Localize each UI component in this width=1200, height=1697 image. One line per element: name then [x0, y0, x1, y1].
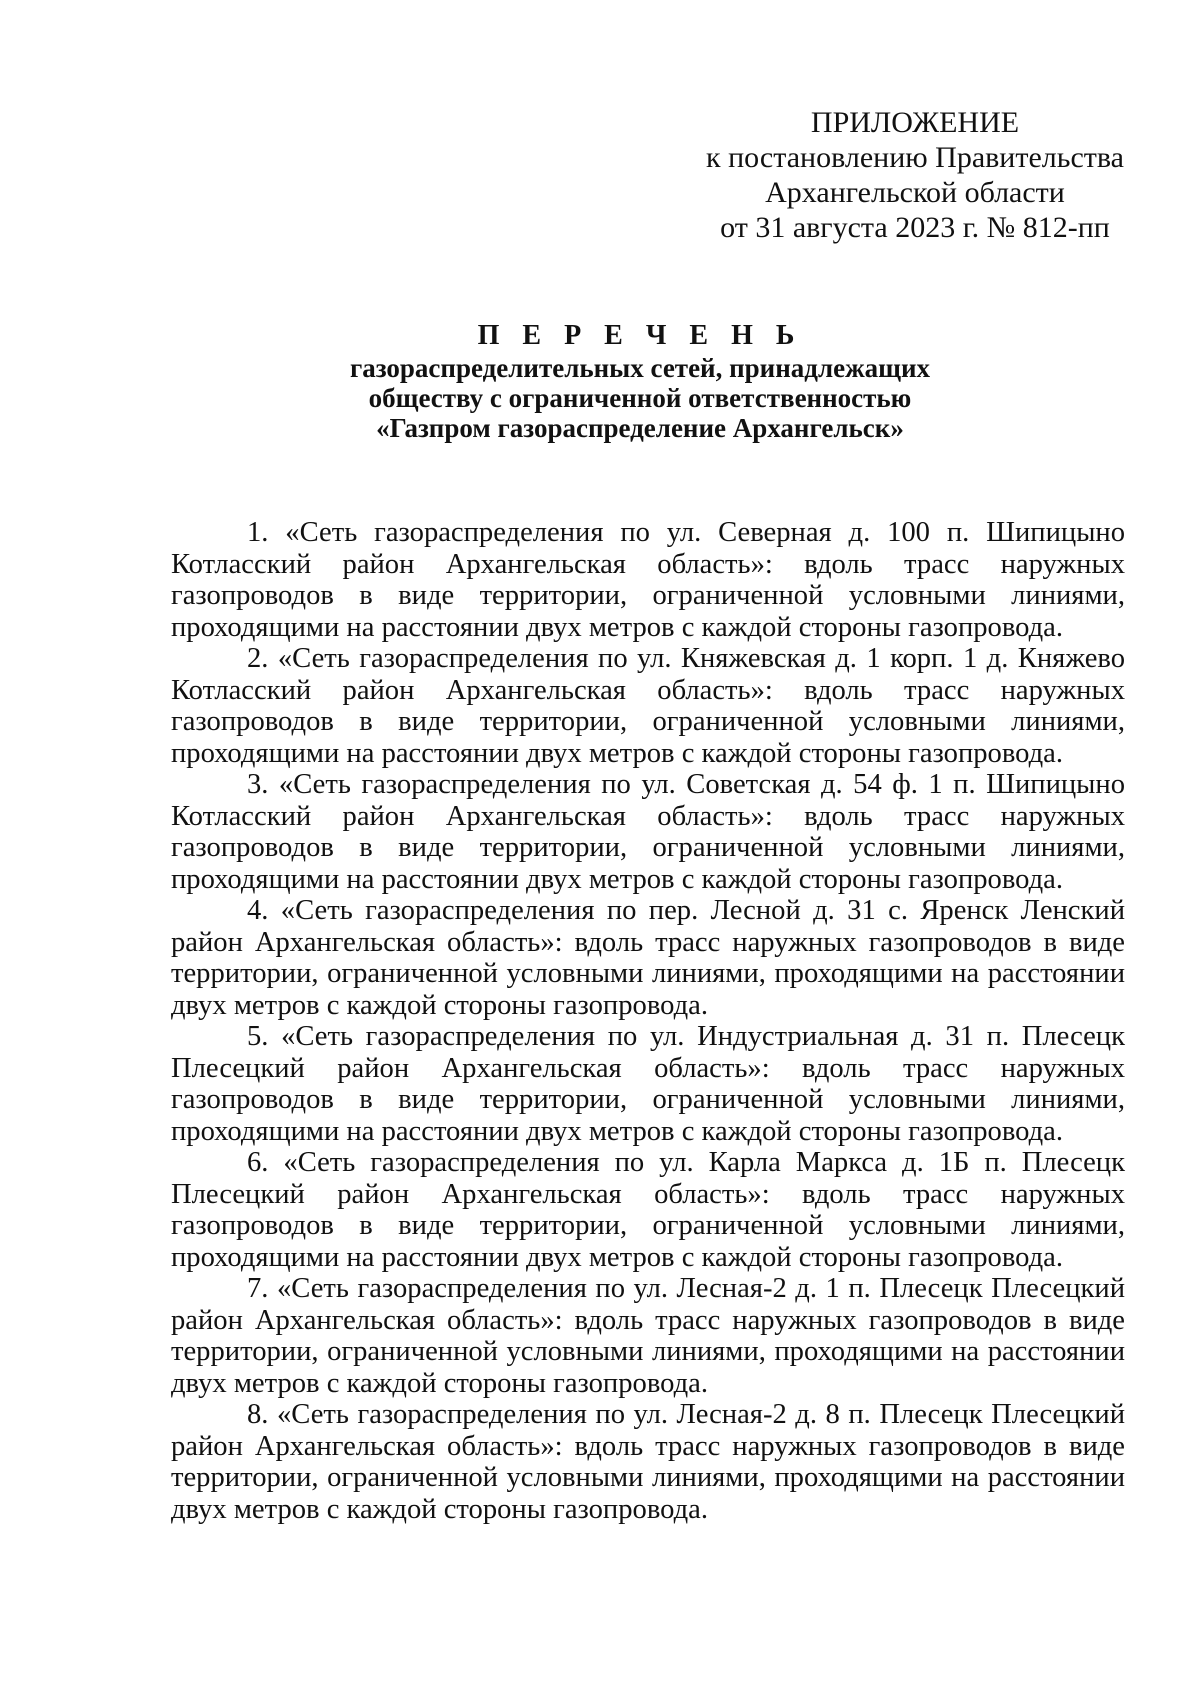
appendix-header: [690, 105, 1140, 245]
appendix-resolution-line: к постановлению Правительства: [706, 141, 1124, 174]
list-item: 3. «Сеть газораспределения по ул. Советская д. 54 ф. 1 п. Шипицыно Котласский район Архангельская область»: вдоль трасс наружных газопроводов в виде территории, ограниченной условными линиями, проходящими на расстоянии двух метров с каждой стороны газопровода.: [171, 769, 1125, 895]
title-subtitle-line-1: газораспределительных сетей, принадлежащих: [349, 353, 931, 383]
list-item: 2. «Сеть газораспределения по ул. Княжевская д. 1 корп. 1 д. Княжево Котласский район Архангельская область»: вдоль трасс наружных газопроводов в виде территории, ограниченной условными линиями, проходящими на расстоянии двух метров с каждой стороны газопровода.: [171, 643, 1125, 769]
appendix-date-number-line: от 31 августа 2023 г. № 812-пп: [720, 211, 1110, 244]
appendix-region-line: Архангельской области: [765, 176, 1065, 209]
list-item: 6. «Сеть газораспределения по ул. Карла Маркса д. 1Б п. Плесецк Плесецкий район Архангельская область»: вдоль трасс наружных газопроводов в виде территории, ограниченной условными линиями, проходящими на расстоянии двух метров с каждой стороны газопровода.: [171, 1147, 1125, 1273]
title-subtitle-line-2: обществу с ограниченной ответственностью: [368, 383, 912, 413]
appendix-label: ПРИЛОЖЕНИЕ: [810, 106, 1020, 139]
title-subtitle-line-3: «Газпром газораспределение Архангельск»: [376, 413, 904, 443]
network-list: [171, 517, 1125, 1525]
document-title: [160, 321, 1120, 443]
list-item: 4. «Сеть газораспределения по пер. Лесной д. 31 с. Яренск Ленский район Архангельская область»: вдоль трасс наружных газопроводов в виде территории, ограниченной условными линиями, проходящими на расстоянии двух метров с каждой стороны газопровода.: [171, 895, 1125, 1021]
list-item: 1. «Сеть газораспределения по ул. Северная д. 100 п. Шипицыно Котласский район Архангельская область»: вдоль трасс наружных газопроводов в виде территории, ограниченной условными линиями, проходящими на расстоянии двух метров с каждой стороны газопровода.: [171, 517, 1125, 643]
list-item: 5. «Сеть газораспределения по ул. Индустриальная д. 31 п. Плесецк Плесецкий район Архангельская область»: вдоль трасс наружных газопроводов в виде территории, ограниченной условными линиями, проходящими на расстоянии двух метров с каждой стороны газопровода.: [171, 1021, 1125, 1147]
title-heading: П Е Р Е Ч Е Н Ь: [477, 320, 803, 351]
list-item: 8. «Сеть газораспределения по ул. Лесная-2 д. 8 п. Плесецк Плесецкий район Архангельская область»: вдоль трасс наружных газопроводов в виде территории, ограниченной условными линиями, проходящими на расстоянии двух метров с каждой стороны газопровода.: [171, 1399, 1125, 1525]
list-item: 7. «Сеть газораспределения по ул. Лесная-2 д. 1 п. Плесецк Плесецкий район Архангельская область»: вдоль трасс наружных газопроводов в виде территории, ограниченной условными линиями, проходящими на расстоянии двух метров с каждой стороны газопровода.: [171, 1273, 1125, 1399]
